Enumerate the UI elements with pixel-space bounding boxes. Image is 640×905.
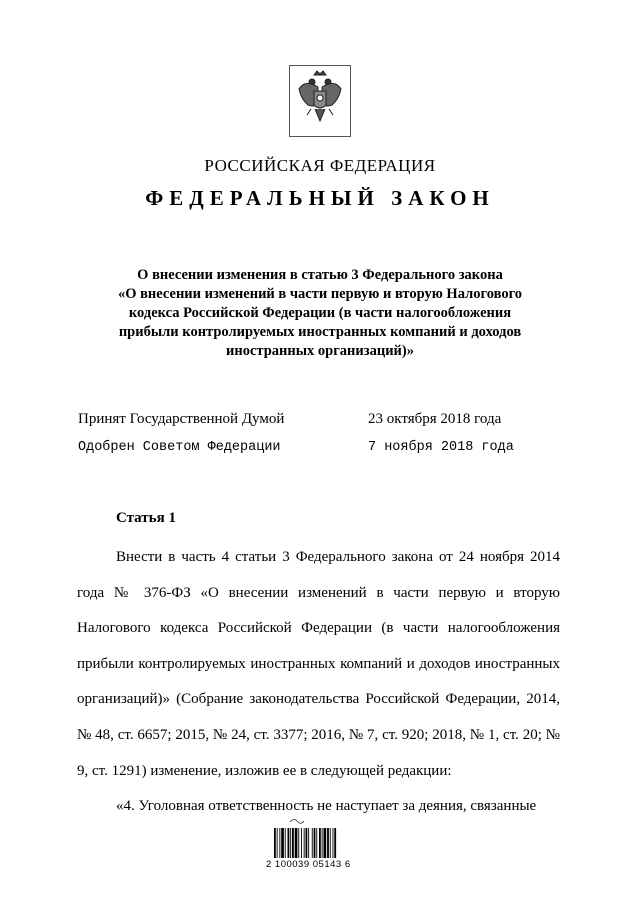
barcode-number: 2 100039 05143 6 [266, 859, 351, 870]
law-title-line: иностранных организаций)» [226, 343, 414, 359]
council-date: 7 ноября 2018 года [368, 440, 514, 455]
duma-date: 23 октября 2018 года [368, 411, 502, 427]
law-title-line: кодекса Российской Федерации (в части налогообложения [128, 305, 512, 321]
article-paragraph: «4. Уголовная ответственность не наступает за деяния, связанные [116, 798, 537, 815]
russian-coat-of-arms-icon [289, 65, 351, 137]
law-title-line: прибыли контролируемых иностранных компаний и доходов [118, 324, 522, 340]
law-title-line: О внесении изменения в статью 3 Федерального закона [137, 267, 503, 283]
country-name: РОССИЙСКАЯ ФЕДЕРАЦИЯ [204, 156, 436, 175]
article-body [77, 540, 560, 825]
council-label: Одобрен Советом Федерации [78, 440, 281, 455]
law-type-heading: ФЕДЕРАЛЬНЫЙ ЗАКОН [145, 186, 495, 210]
law-title [100, 266, 540, 361]
law-title-line: «О внесении изменений в части первую и вторую Налогового [117, 286, 523, 302]
article-heading: Статья 1 [116, 510, 176, 526]
duma-label: Принят Государственной Думой [78, 411, 285, 427]
article-paragraph: Внести в часть 4 статьи 3 Федерального закона от 24 ноября 2014 года № 376-ФЗ «О внесении изменений в части первую и вторую Налогового кодекса Российской Федерации (в части налогообложения прибыли контролируемых иностранных компаний и доходов иностранных организаций)» (Собрание законодательства Российской Федерации, 2014, № 48, ст. 6657; 2015, № 24, ст. 3377; 2016, № 7, ст. 920; 2018, № 1, ст. 20; № 9, ст. 1291) изменение, изложив ее в следующей редакции: [77, 549, 560, 779]
